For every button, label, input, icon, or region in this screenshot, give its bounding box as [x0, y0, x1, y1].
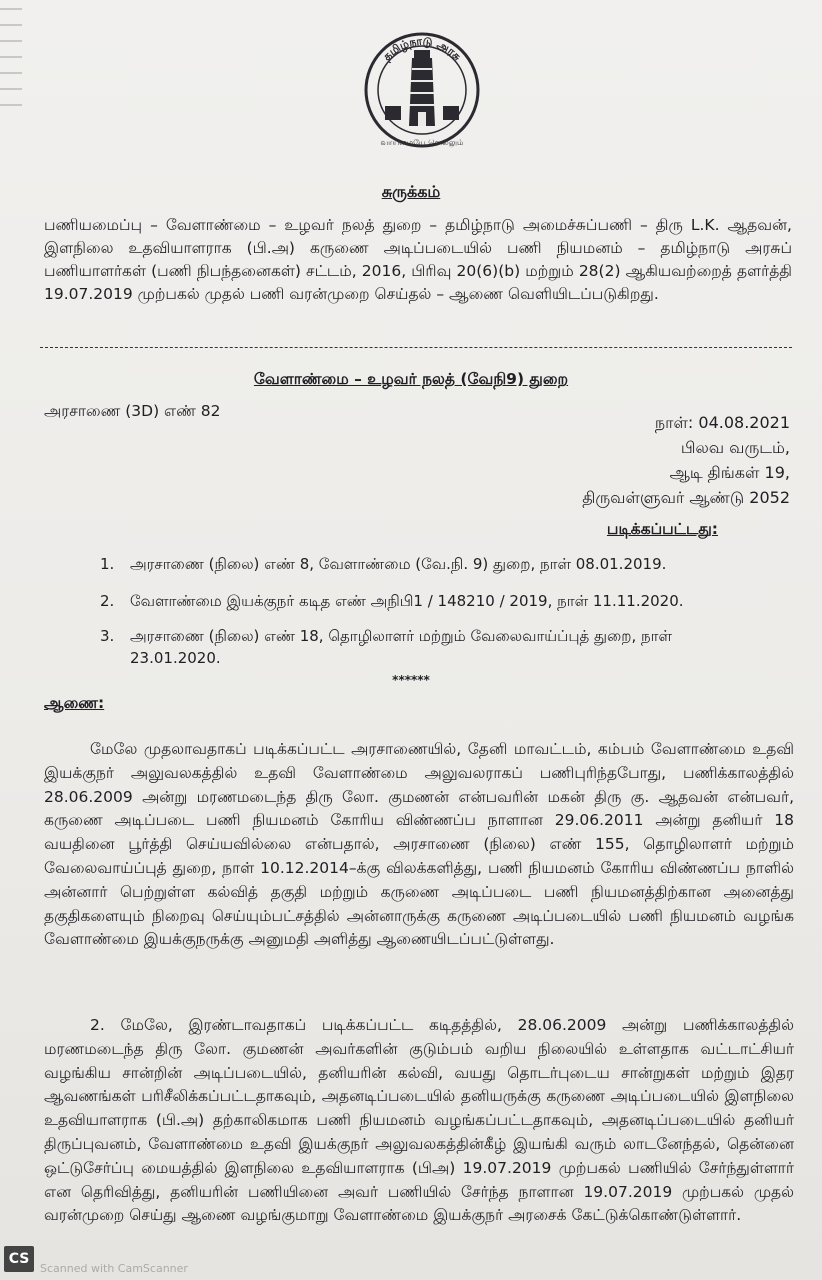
emblem-motto: வாய்மையே வெல்லும் — [380, 138, 464, 147]
reference-text: அரசாணை (நிலை) எண் 8, வேளாண்மை (வே.நி. 9) துறை, நாள் 08.01.2019. — [130, 555, 667, 573]
order-paragraph-2: 2. மேலே, இரண்டாவதாகப் படிக்கப்பட்ட கடிதத்தில், 28.06.2009 அன்று பணிக்காலத்தில் மரணமடைந்த திரு லோ. குமணன் அவர்களின் குடும்பம் வறிய நிலையில் உள்ளதாக வட்டாட்சியர் வழங்கிய சான்றின் அடிப்படையில், தனியரின் கல்வி, வயது தொடர்புடைய சான்றுகள் மற்றும் இதர ஆவணங்கள் பரிசீலிக்கப்பட்டதாகவும், அதனடிப்படையில் தனியருக்கு கருணை அடிப்படையில் இளநிலை உதவியாளராக (பி.அ) தற்காலிகமாக பணி நியமனம் வழங்கப்பட்டதாகவும், அதனடிப்படையில் தனியர் திருப்புவனம், வேளாண்மை உதவி இயக்குநர் அலுவலகத்தின்கீழ் இயங்கி வரும் லாடனேந்தல், தென்னை ஒட்டுசேர்ப்பு மையத்தில் இளநிலை உதவியாளராக (பிஅ) 19.07.2019 முற்பகல் பணியில் சேர்ந்துள்ளார் என தெரிவித்து, தனியரின் பணியினை அவர் பணியில் சேர்ந்த நாளான 19.07.2019 முற்பகல் முதல் வரன்முறை செய்து ஆணை வழங்குமாறு வேளாண்மை இயக்குநர் அரசைக் கேட்டுக்கொண்டுள்ளார். — [44, 1016, 794, 1225]
date-block — [582, 410, 790, 510]
camscanner-logo: CS — [4, 1246, 34, 1272]
order-paragraph-1: மேலே முதலாவதாகப் படிக்கப்பட்ட அரசாணையில், தேனி மாவட்டம், கம்பம் வேளாண்மை உதவி இயக்குநர் அலுவலகத்தில் உதவி வேளாண்மை அலுவலராகப் பணிபுரிந்தபோது, பணிக்காலத்தில் 28.06.2009 அன்று மரணமடைந்த திரு லோ. குமணன் என்பவரின் மகன் திரு கு. ஆதவன் என்பவர், கருணை அடிப்படை பணி நியமனம் கோரிய விண்ணப்ப நாளான 29.06.2011 அன்று தனியர் 18 வயதினை பூர்த்தி செய்யவில்லை என்பதால், அரசாணை (நிலை) எண் 155, தொழிலாளர் மற்றும் வேலைவாய்ப்புத் துறை, நாள் 10.12.2014–க்கு விலக்களித்து, பணி நியமனம் கோரிய விண்ணப்ப நாளில் அன்னார் பெற்றுள்ள கல்வித் தகுதி மற்றும் கருணை அடிப்படை பணி நியமனத்திற்கான அனைத்து தகுதிகளையும் நிறைவு செய்யும்பட்சத்தில் அன்னாருக்கு கருணை அடிப்படையில் பணி நியமனம் வழங்க வேளாண்மை இயக்குநருக்கு அனுமதி அளித்து ஆணையிடப்பட்டுள்ளது. — [44, 740, 794, 949]
reference-text: அரசாணை (நிலை) எண் 18, தொழிலாளர் மற்றும் வேலைவாய்ப்புத் துறை, நாள் 23.01.2020. — [130, 627, 672, 667]
reference-number: 1. — [100, 555, 115, 573]
order-title: ஆணை: — [44, 694, 105, 712]
department-title: வேளாண்மை – உழவர் நலத் (வேநி9) துறை — [253, 370, 569, 388]
reference-text: வேளாண்மை இயக்குநர் கடித எண் அநிபி1 / 148210 / 2019, நாள் 11.11.2020. — [130, 592, 684, 610]
go-number: அரசாணை (3D) எண் 82 — [44, 402, 221, 420]
tamil-year-line: பிலவ வருடம், — [680, 438, 790, 457]
references-title: படிக்கப்பட்டது: — [606, 520, 718, 538]
edge-marks — [0, 0, 22, 120]
separator-stars: ****** — [392, 673, 430, 687]
reference-item — [100, 553, 740, 575]
tamil-month-line: ஆடி திங்கள் 19, — [669, 463, 790, 482]
reference-number: 2. — [100, 592, 115, 610]
reference-item — [100, 590, 740, 612]
summary-heading: சுருக்கம் — [381, 182, 441, 201]
reference-number: 3. — [100, 627, 115, 645]
svg-text:தமிழ்நாடு அரசு: தமிழ்நாடு அரசு — [380, 34, 464, 64]
thiruvalluvar-year-line: திருவள்ளுவர் ஆண்டு 2052 — [582, 488, 790, 507]
camscanner-watermark: Scanned with CamScanner — [40, 1262, 188, 1275]
reference-item — [100, 625, 700, 669]
dashed-divider — [40, 347, 792, 348]
summary-text: பணியமைப்பு – வேளாண்மை – உழவர் நலத் துறை – தமிழ்நாடு அமைச்சுப்பணி – திரு L.K. ஆதவன், இளநிலை உதவியாளராக (பி.அ) கருணை அடிப்படையில் பணி நியமனம் – தமிழ்நாடு அரசுப் பணியாளர்கள் (பணி நிபந்தனைகள்) சட்டம், 2016, பிரிவு 20(6)(b) மற்றும் 28(2) ஆகியவற்றைத் தளர்த்தி 19.07.2019 முற்பகல் முதல் பணி வரன்முறை செய்தல் – ஆணை வெளியிடப்படுகிறது. — [44, 216, 792, 303]
date-line: நாள்: 04.08.2021 — [654, 413, 790, 432]
